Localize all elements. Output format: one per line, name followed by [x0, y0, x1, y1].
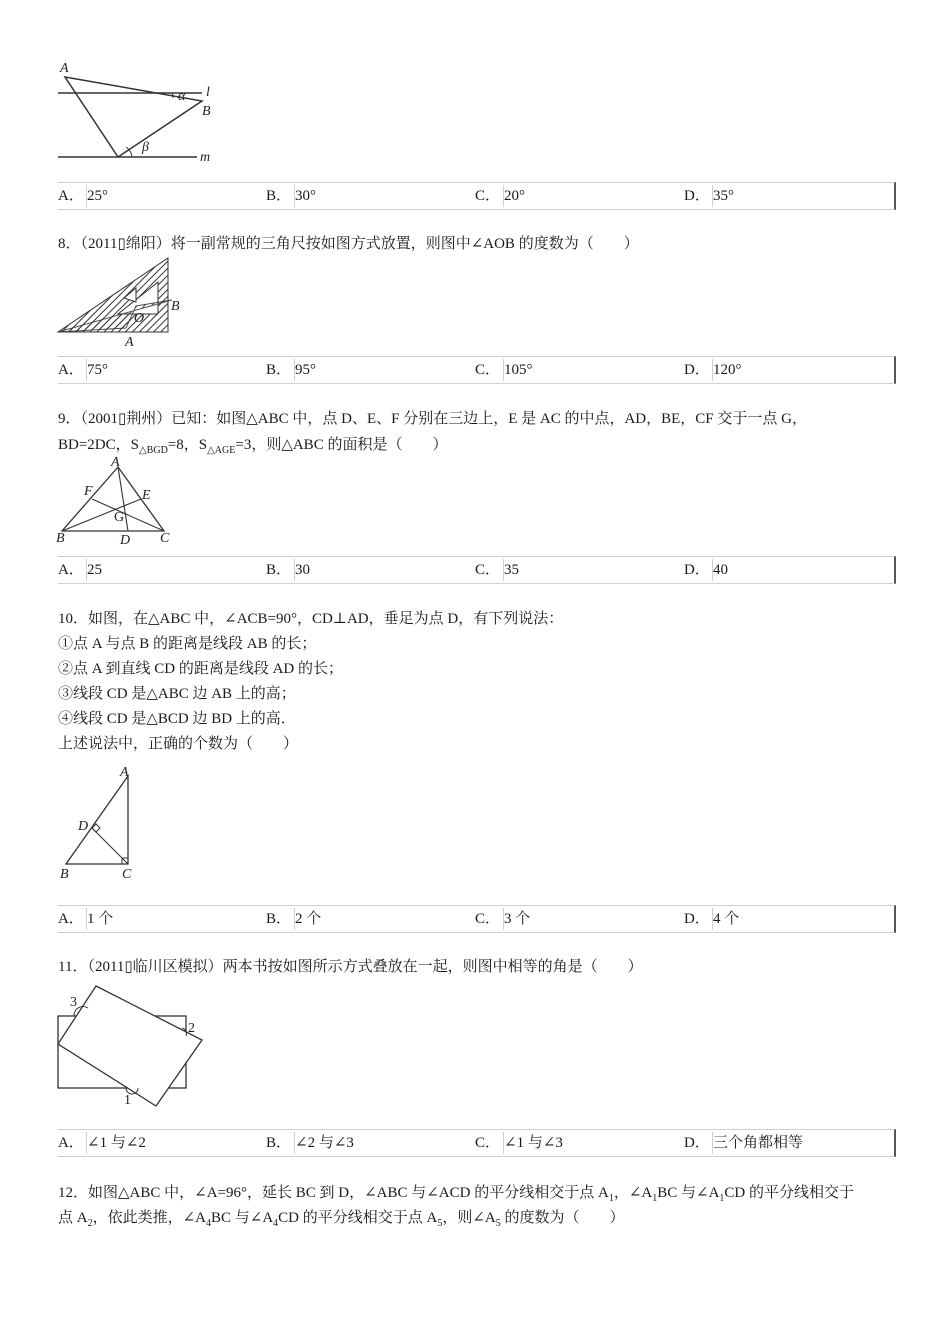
- label-m: m: [200, 150, 211, 165]
- q7-options: [58, 182, 896, 210]
- q10-statement-2: ②点 A 到直线 CD 的距离是线段 AD 的长；: [58, 661, 344, 677]
- q9-figure: [52, 455, 182, 547]
- label-a: A: [125, 335, 134, 350]
- q8-option-d[interactable]: D． 120°: [684, 362, 742, 378]
- label-b: B: [171, 299, 180, 314]
- q11-option-c[interactable]: C． ∠1 与∠3: [475, 1135, 563, 1151]
- q11-option-a[interactable]: A． ∠1 与∠2: [58, 1135, 146, 1151]
- label-beta: β: [142, 140, 149, 155]
- q10-options: [58, 905, 896, 933]
- q8-options: [58, 356, 896, 384]
- label-a: A: [60, 61, 69, 76]
- q10-statement-4: ④线段 CD 是△BCD 边 BD 上的高．: [58, 711, 296, 727]
- q7-figure: [52, 55, 232, 170]
- q7-option-a[interactable]: A． 25°: [58, 188, 108, 204]
- label-f: F: [84, 484, 93, 499]
- label-1: 1: [124, 1093, 131, 1108]
- q10-option-b[interactable]: B． 2 个: [266, 911, 322, 927]
- q9-option-a[interactable]: A． 25: [58, 562, 102, 578]
- q10-stem: 10．如图，在△ABC 中，∠ACB=90°，CD⊥AD，垂足为点 D，有下列说法：: [58, 611, 564, 627]
- q8-figure: [52, 256, 192, 351]
- label-d: D: [78, 819, 89, 834]
- q12-stem-line1: 12．如图△ABC 中，∠A=96°，延长 BC 到 D，∠ABC 与∠ACD 的平分线相交于点 $A_1$，$\angle A_1BC$ 与$\angle A_1CD$ 的平分线相交于: [58, 1185, 854, 1204]
- q8-option-b[interactable]: B． 95°: [266, 362, 316, 378]
- q9-option-b[interactable]: B． 30: [266, 562, 310, 578]
- label-b: B: [202, 104, 211, 119]
- label-b: B: [56, 531, 65, 546]
- q10-figure: [52, 762, 152, 884]
- q11-option-d[interactable]: D． 三个角都相等: [684, 1135, 804, 1151]
- q10-question: 上述说法中，正确的个数为（ ）: [58, 736, 299, 752]
- q8-stem: 8．（2011▯绵阳）将一副常规的三角尺按如图方式放置，则图中∠AOB 的度数为（ ）: [58, 236, 639, 252]
- q11-options: [58, 1129, 896, 1157]
- label-3: 3: [70, 995, 77, 1010]
- label-g: G: [114, 510, 125, 525]
- q9-stem-line2: BD=2DC，$S_{\triangle BGD}=8$，$S_{\triangle AGE}=3$，则△ABC 的面积是（ ）: [58, 437, 448, 456]
- q11-figure: [52, 980, 212, 1110]
- label-c: C: [122, 867, 132, 882]
- q10-option-d[interactable]: D． 4 个: [684, 911, 740, 927]
- label-o: O: [134, 311, 145, 326]
- q10-option-a[interactable]: A． 1 个: [58, 911, 114, 927]
- label-c: C: [160, 531, 170, 546]
- q9-option-d[interactable]: D． 40: [684, 562, 728, 578]
- triangle-abc: [66, 776, 128, 864]
- label-2: 2: [188, 1021, 195, 1036]
- q7-option-c[interactable]: C． 20°: [475, 188, 525, 204]
- segment-cd: [92, 828, 128, 864]
- q7-option-b[interactable]: B． 30°: [266, 188, 316, 204]
- label-l: l: [206, 85, 210, 100]
- label-a: A: [111, 455, 120, 470]
- q9-stem-line1: 9．（2001▯荆州）已知：如图△ABC 中，点 D、E、F 分别在三边上，E 是 AC 的中点，AD，BE，CF 交于一点 G，: [58, 411, 807, 427]
- label-alpha: α: [178, 89, 186, 104]
- q10-statement-1: ①点 A 与点 B 的距离是线段 AB 的长；: [58, 636, 317, 652]
- label-b: B: [60, 867, 69, 882]
- label-d: D: [120, 533, 131, 547]
- q10-option-c[interactable]: C． 3 个: [475, 911, 531, 927]
- label-a: A: [120, 765, 129, 780]
- q7-option-d[interactable]: D． 35°: [684, 188, 734, 204]
- q9-options: [58, 556, 896, 584]
- q9-option-c[interactable]: C． 35: [475, 562, 519, 578]
- q8-option-a[interactable]: A． 75°: [58, 362, 108, 378]
- q10-statement-3: ③线段 CD 是△ABC 边 AB 上的高；: [58, 686, 296, 702]
- q11-stem: 11．（2011▯临川区模拟）两本书按如图所示方式叠放在一起，则图中相等的角是（ ）: [58, 959, 643, 975]
- label-e: E: [142, 488, 151, 503]
- q12-stem-line2: 点 $A_2$，依此类推，$\angle A_4BC$ 与$\angle A_4CD$ 的平分线相交于点 $A_5$，则$\angle A_5$ 的度数为（ ）: [58, 1210, 625, 1229]
- q8-option-c[interactable]: C． 105°: [475, 362, 533, 378]
- q11-option-b[interactable]: B． ∠2 与∠3: [266, 1135, 354, 1151]
